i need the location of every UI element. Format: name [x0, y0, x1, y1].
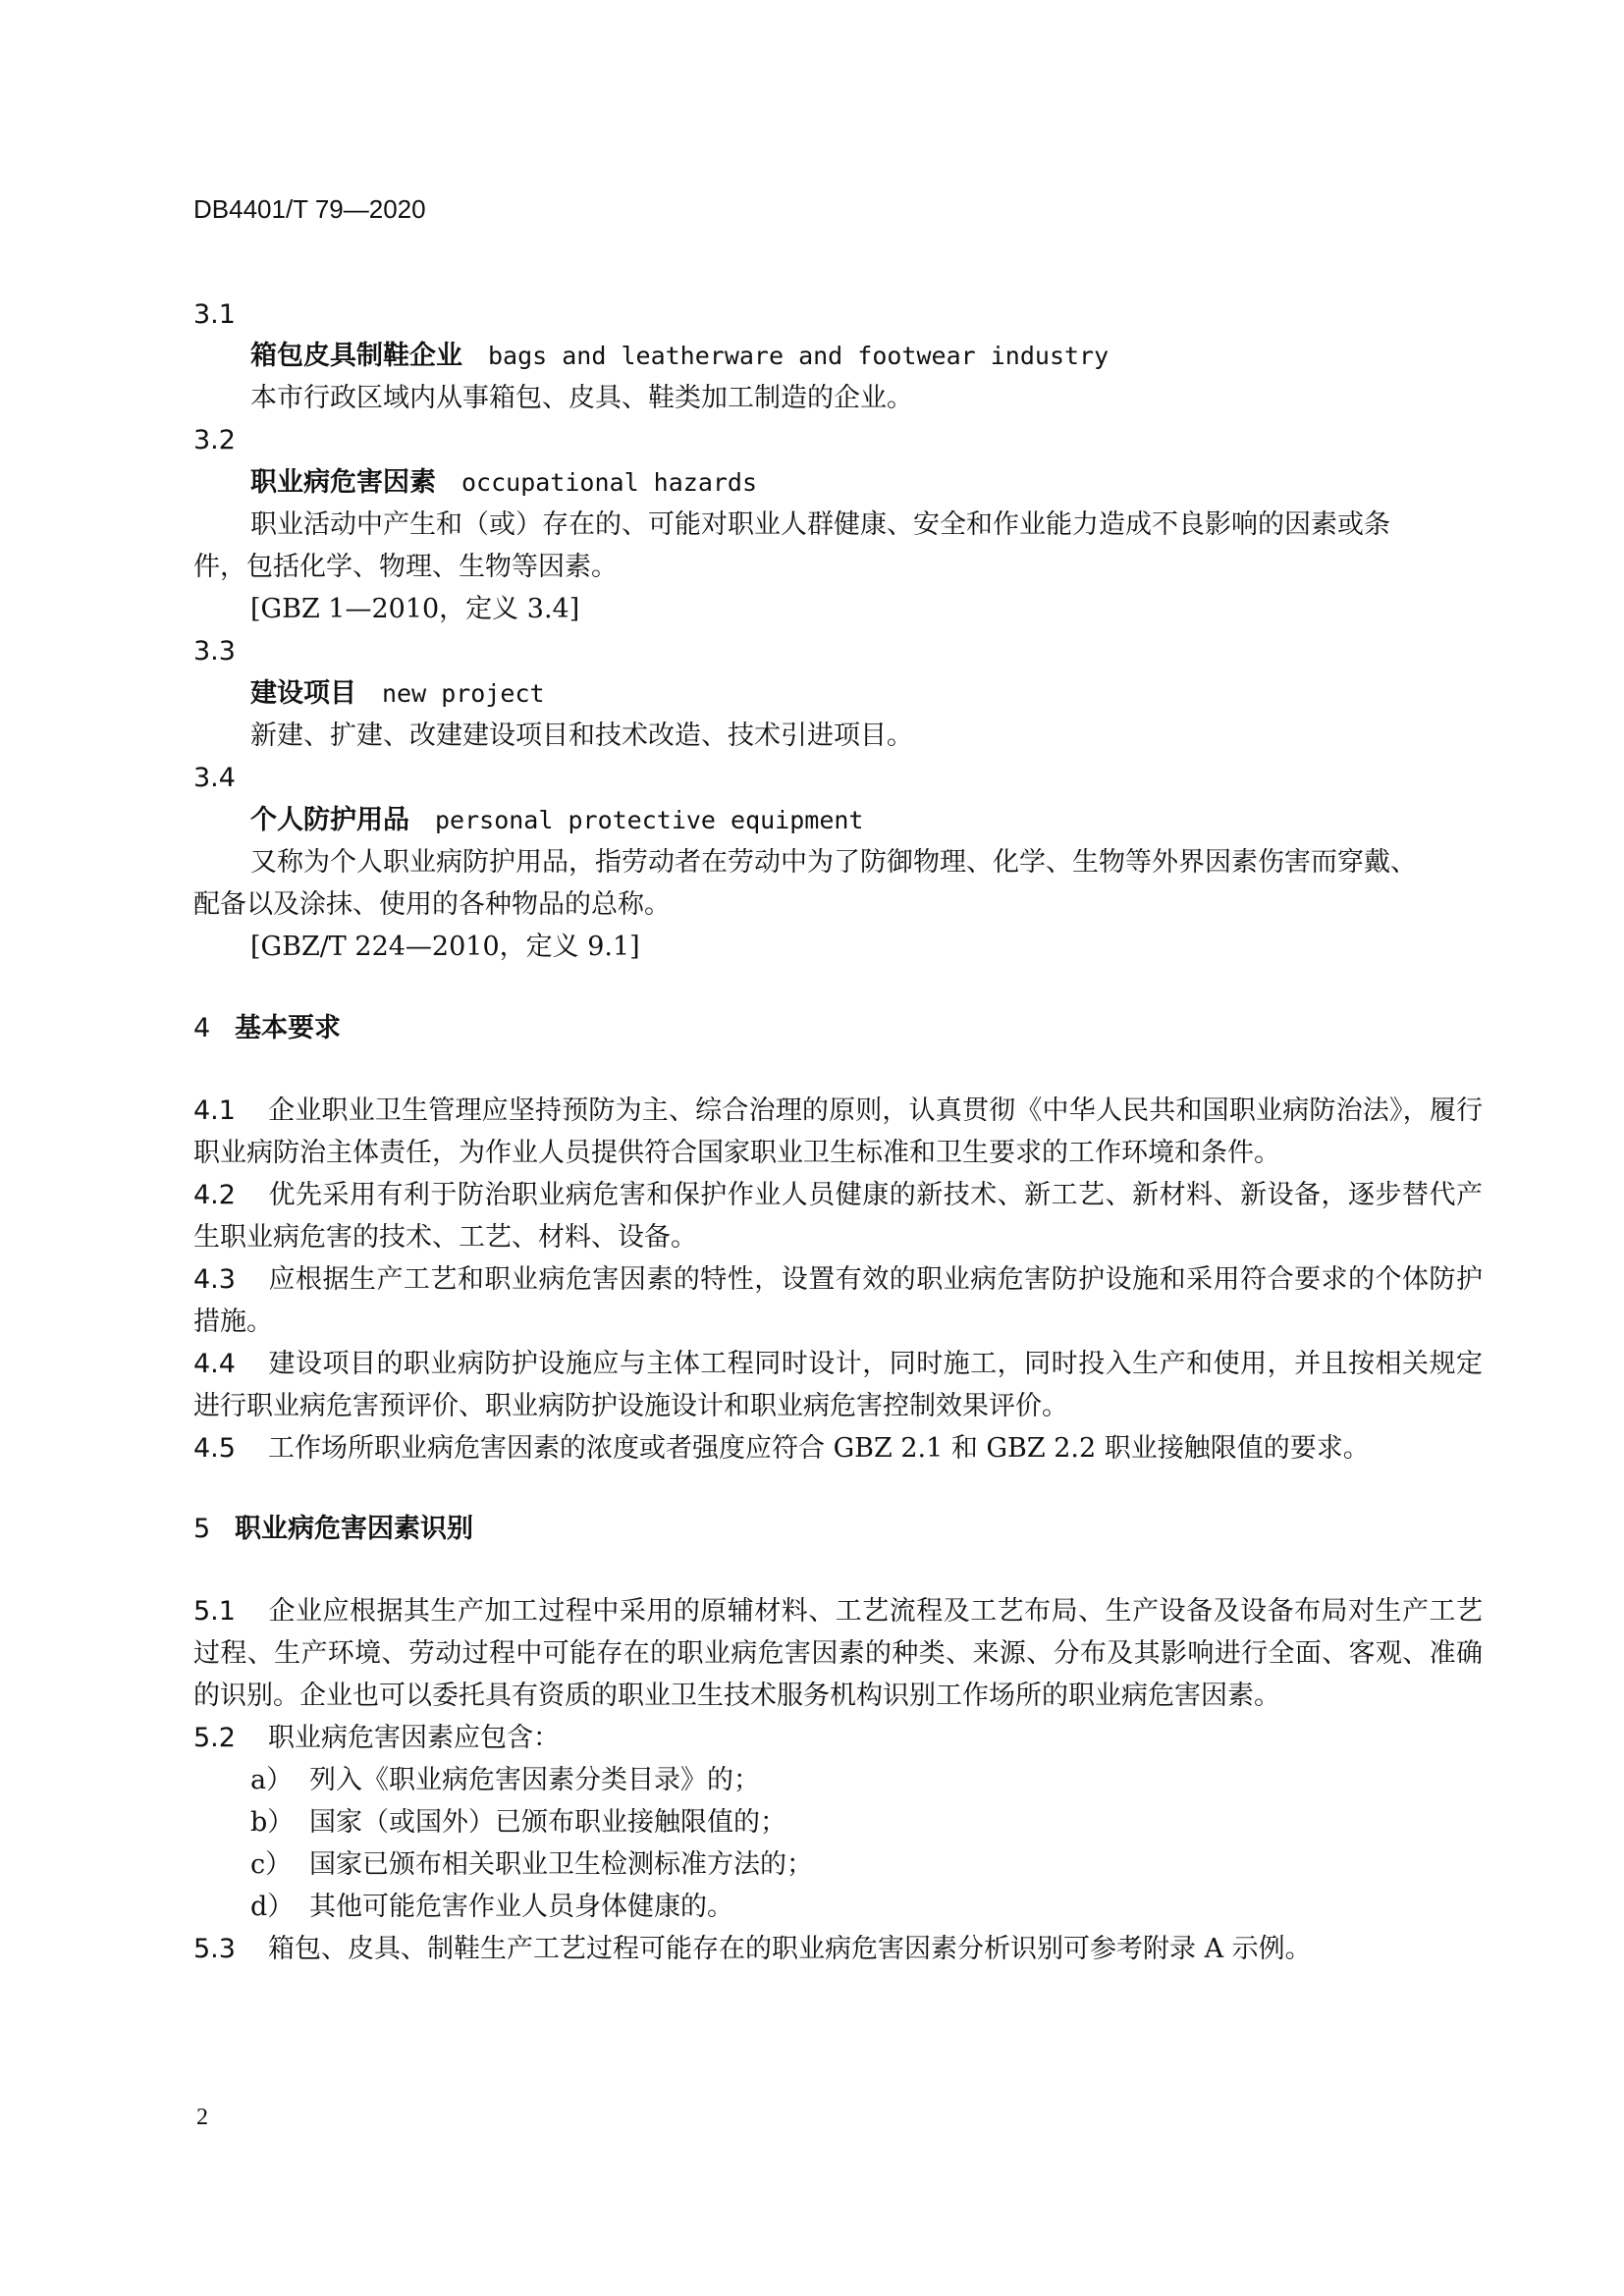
list-marker: c）	[250, 1849, 293, 1880]
list-text: 列入《职业病危害因素分类目录》的；	[309, 1765, 760, 1795]
term-definition: 配备以及涂抹、使用的各种物品的总称。	[193, 889, 671, 920]
list-text: 国家（或国外）已颁布职业接触限值的；	[309, 1807, 786, 1838]
list-marker: d）	[250, 1892, 295, 1922]
term-number: 3.3	[193, 636, 236, 667]
term-en: new project	[382, 679, 545, 708]
list-item	[250, 1763, 760, 1798]
clause-text: 建设项目的职业病防护设施应与主体工程同时设计，同时施工，同时投入生产和使用，并且按相关规定进行职业病危害预评价、职业病防护设施设计和职业病危害控制效果评价。	[193, 1349, 1483, 1421]
clause	[193, 1258, 1483, 1343]
list-item	[250, 1890, 733, 1925]
clause	[193, 1590, 1483, 1717]
term-number: 3.2	[193, 425, 236, 455]
term-definition: 又称为个人职业病防护用品，指劳动者在劳动中为了防御物理、化学、生物等外界因素伤害而穿戴、	[250, 847, 1417, 878]
list-item	[250, 1805, 786, 1841]
term-zh: 职业病危害因素	[250, 467, 436, 498]
term-definition: 件，包括化学、物理、生物等因素。	[193, 552, 618, 582]
section-number: 5	[193, 1514, 211, 1544]
list-text: 国家已颁布相关职业卫生检测标准方法的；	[309, 1849, 813, 1880]
section-heading	[193, 1512, 473, 1547]
page-number: 2	[196, 2105, 208, 2130]
term-en: personal protective equipment	[435, 806, 864, 834]
clause-number: 5.2	[193, 1723, 236, 1753]
clause-text: 应根据生产工艺和职业病危害因素的特性，设置有效的职业病危害防护设施和采用符合要求的个体防护措施。	[193, 1264, 1483, 1337]
list-text: 其他可能危害作业人员身体健康的。	[309, 1892, 733, 1922]
clause-number: 4.1	[193, 1095, 236, 1126]
clause	[193, 1090, 1483, 1174]
clause	[193, 1427, 1483, 1469]
clause-number: 5.3	[193, 1934, 236, 1964]
term-heading	[250, 803, 864, 838]
clause	[193, 1932, 1312, 1967]
section-title: 基本要求	[235, 1013, 341, 1043]
list-item	[250, 1847, 813, 1883]
clause-number: 5.1	[193, 1596, 236, 1627]
term-definition: 新建、扩建、改建建设项目和技术改造、技术引进项目。	[250, 721, 913, 751]
clause-text: 企业职业卫生管理应坚持预防为主、综合治理的原则，认真贯彻《中华人民共和国职业病防治法》，履行职业病防治主体责任，为作业人员提供符合国家职业卫生标准和卫生要求的工作环境和条件。	[193, 1095, 1483, 1168]
term-source: [GBZ/T 224—2010，定义 9.1]	[250, 932, 640, 962]
term-definition: 本市行政区域内从事箱包、皮具、鞋类加工制造的企业。	[250, 383, 913, 413]
term-heading	[250, 676, 545, 712]
list-marker: a）	[250, 1765, 294, 1795]
term-number: 3.1	[193, 299, 236, 330]
list-marker: b）	[250, 1807, 295, 1838]
term-en: occupational hazards	[461, 468, 758, 497]
clause	[193, 1343, 1483, 1427]
clause-number: 4.2	[193, 1180, 236, 1210]
term-zh: 建设项目	[250, 678, 356, 709]
term-en: bags and leatherware and footwear industry	[488, 342, 1110, 370]
section-heading	[193, 1011, 341, 1046]
clause	[193, 1174, 1483, 1258]
term-heading	[250, 339, 1109, 374]
term-definition: 职业活动中产生和（或）存在的、可能对职业人群健康、安全和作业能力造成不良影响的因素或条	[250, 509, 1390, 540]
clause-number: 4.4	[193, 1349, 236, 1379]
term-heading	[250, 465, 757, 501]
section-title: 职业病危害因素识别	[235, 1514, 473, 1544]
term-number: 3.4	[193, 763, 236, 793]
clause-text: 箱包、皮具、制鞋生产工艺过程可能存在的职业病危害因素分析识别可参考附录 A 示例。	[268, 1934, 1312, 1964]
section-number: 4	[193, 1013, 211, 1043]
term-zh: 个人防护用品	[250, 805, 409, 835]
clause-text: 优先采用有利于防治职业病危害和保护作业人员健康的新技术、新工艺、新材料、新设备，逐步替代产生职业病危害的技术、工艺、材料、设备。	[193, 1180, 1483, 1253]
clause-text: 企业应根据其生产加工过程中采用的原辅材料、工艺流程及工艺布局、生产设备及设备布局对生产工艺过程、生产环境、劳动过程中可能存在的职业病危害因素的种类、来源、分布及其影响进行全面、客观、准确的识别。企业也可以委托具有资质的职业卫生技术服务机构识别工作场所的职业病危害因素。	[193, 1596, 1483, 1711]
term-source: [GBZ 1—2010，定义 3.4]	[250, 594, 580, 624]
term-zh: 箱包皮具制鞋企业	[250, 341, 462, 371]
clause-text: 职业病危害因素应包含：	[268, 1723, 560, 1753]
clause	[193, 1721, 560, 1756]
document-code: DB4401/T 79—2020	[193, 194, 426, 224]
clause-number: 4.5	[193, 1433, 236, 1464]
clause-number: 4.3	[193, 1264, 236, 1295]
clause-text: 工作场所职业病危害因素的浓度或者强度应符合 GBZ 2.1 和 GBZ 2.2 职业接触限值的要求。	[268, 1433, 1370, 1464]
